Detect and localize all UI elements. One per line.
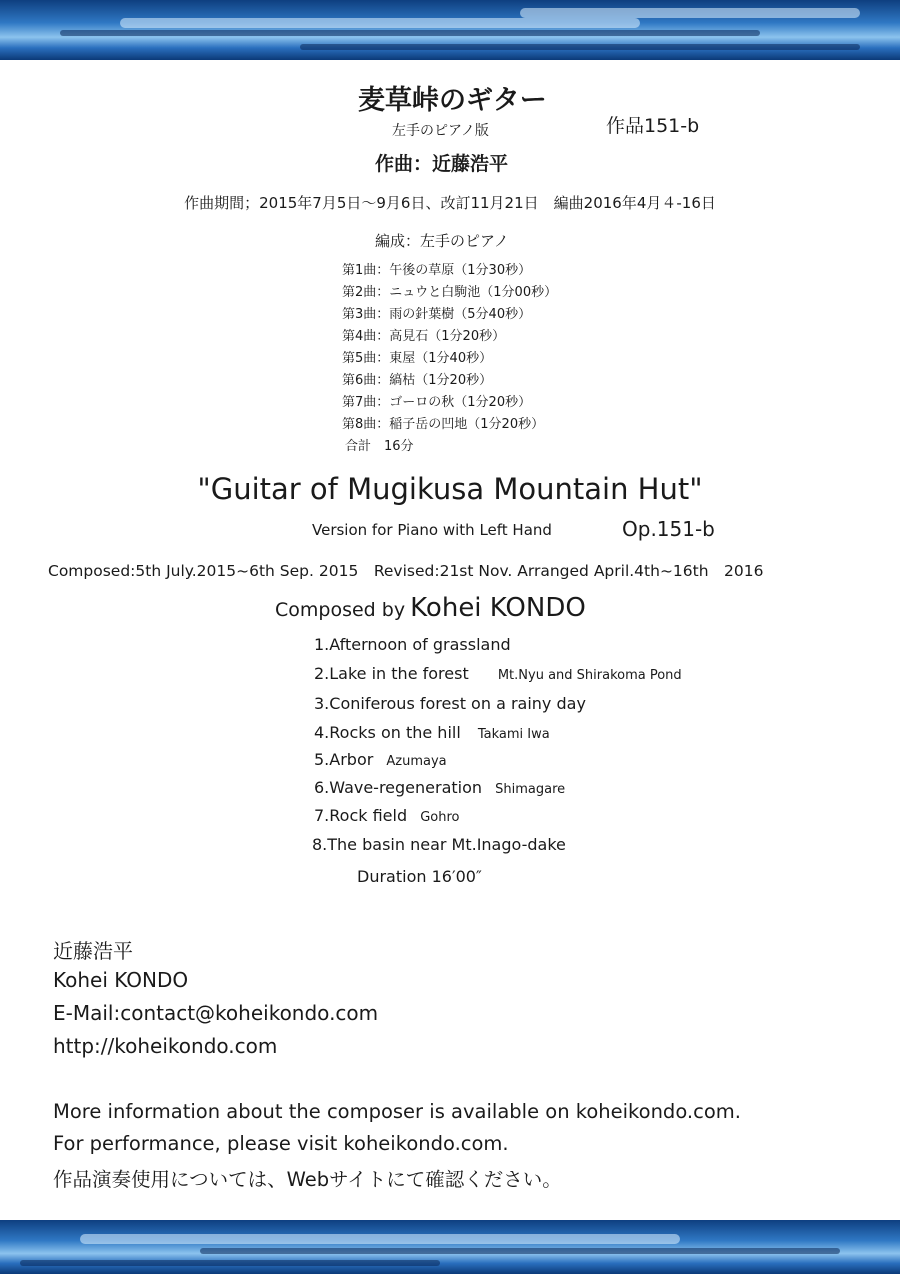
en-movement bbox=[314, 664, 682, 683]
movement-title: 2.Lake in the forest bbox=[314, 664, 469, 683]
jp-movement: 第3曲：雨の針葉樹（5分40秒） bbox=[342, 307, 532, 322]
movement-title: 3.Coniferous forest on a rainy day bbox=[314, 694, 586, 713]
top-decorative-band bbox=[0, 0, 900, 60]
movement-title: 7.Rock field bbox=[314, 806, 408, 825]
en-movement bbox=[312, 835, 566, 854]
jp-title: 麦草峠のギター bbox=[358, 85, 547, 116]
movement-title: 8.The basin near Mt.Inago-dake bbox=[312, 835, 566, 854]
jp-composer: 作曲：近藤浩平 bbox=[375, 153, 509, 175]
movement-title: 5.Arbor bbox=[314, 750, 374, 769]
movement-note: Gohro bbox=[420, 810, 460, 825]
en-opus: Op.151-b bbox=[622, 517, 715, 541]
movement-note: Takami Iwa bbox=[477, 727, 550, 742]
jp-opus: 作品151-b bbox=[606, 115, 700, 137]
contact-name-en: Kohei KONDO bbox=[53, 968, 189, 992]
jp-movement: 第6曲：縞枯（1分20秒） bbox=[342, 373, 493, 388]
en-movement bbox=[314, 806, 460, 825]
movement-note: Mt.Nyu and Shirakoma Pond bbox=[497, 668, 682, 683]
contact-email[interactable]: E-Mail:contact@koheikondo.com bbox=[53, 1001, 379, 1025]
jp-movement: 第2曲：ニュウと白駒池（1分00秒） bbox=[342, 285, 558, 300]
jp-movement: 第7曲：ゴーロの秋（1分20秒） bbox=[342, 395, 532, 410]
jp-movement: 第8曲：稲子岳の凹地（1分20秒） bbox=[342, 417, 545, 432]
movement-note: Azumaya bbox=[386, 754, 447, 769]
composed-by-prefix: Composed by bbox=[275, 599, 406, 621]
footer-performance-line: For performance, please visit koheikondo.com. bbox=[53, 1132, 509, 1155]
contact-website-link[interactable]: http://koheikondo.com bbox=[53, 1034, 278, 1058]
jp-composition-period: 作曲期間；2015年7月5日～9月6日、改訂11月21日 編曲2016年4月４-16日 bbox=[184, 194, 716, 212]
movement-title: 1.Afternoon of grassland bbox=[314, 635, 511, 654]
jp-movement: 第5曲：東屋（1分40秒） bbox=[342, 351, 493, 366]
en-version: Version for Piano with Left Hand bbox=[312, 521, 552, 539]
en-movement bbox=[314, 778, 565, 797]
composer-name: Kohei KONDO bbox=[410, 593, 586, 623]
en-movement bbox=[314, 750, 447, 769]
jp-instrumentation: 編成：左手のピアノ bbox=[375, 232, 509, 250]
footer-info-line: More information about the composer is available on koheikondo.com. bbox=[53, 1100, 741, 1123]
movement-note: Shimagare bbox=[495, 782, 566, 797]
jp-total-duration: 合計 16分 bbox=[345, 439, 414, 454]
contact-name-jp: 近藤浩平 bbox=[53, 939, 133, 963]
movement-title: 6.Wave-regeneration bbox=[314, 778, 483, 797]
jp-subtitle: 左手のピアノ版 bbox=[392, 123, 489, 139]
en-movement bbox=[314, 635, 511, 654]
en-title: "Guitar of Mugikusa Mountain Hut" bbox=[197, 472, 703, 506]
bottom-decorative-band bbox=[0, 1220, 900, 1274]
en-dates: Composed:5th July.2015~6th Sep. 2015 Revised:21st Nov. Arranged April.4th~16th 2016 bbox=[48, 562, 764, 580]
movement-title: 4.Rocks on the hill bbox=[314, 723, 461, 742]
en-movement bbox=[314, 723, 550, 742]
en-movement bbox=[314, 694, 586, 713]
en-composed-by bbox=[275, 593, 586, 623]
jp-movement: 第4曲：高見石（1分20秒） bbox=[342, 329, 506, 344]
en-total-duration: Duration 16′00″ bbox=[357, 867, 482, 886]
footer-jp-line: 作品演奏使用については、Webサイトにて確認ください。 bbox=[53, 1168, 562, 1191]
jp-movement: 第1曲：午後の草原（1分30秒） bbox=[342, 263, 532, 278]
